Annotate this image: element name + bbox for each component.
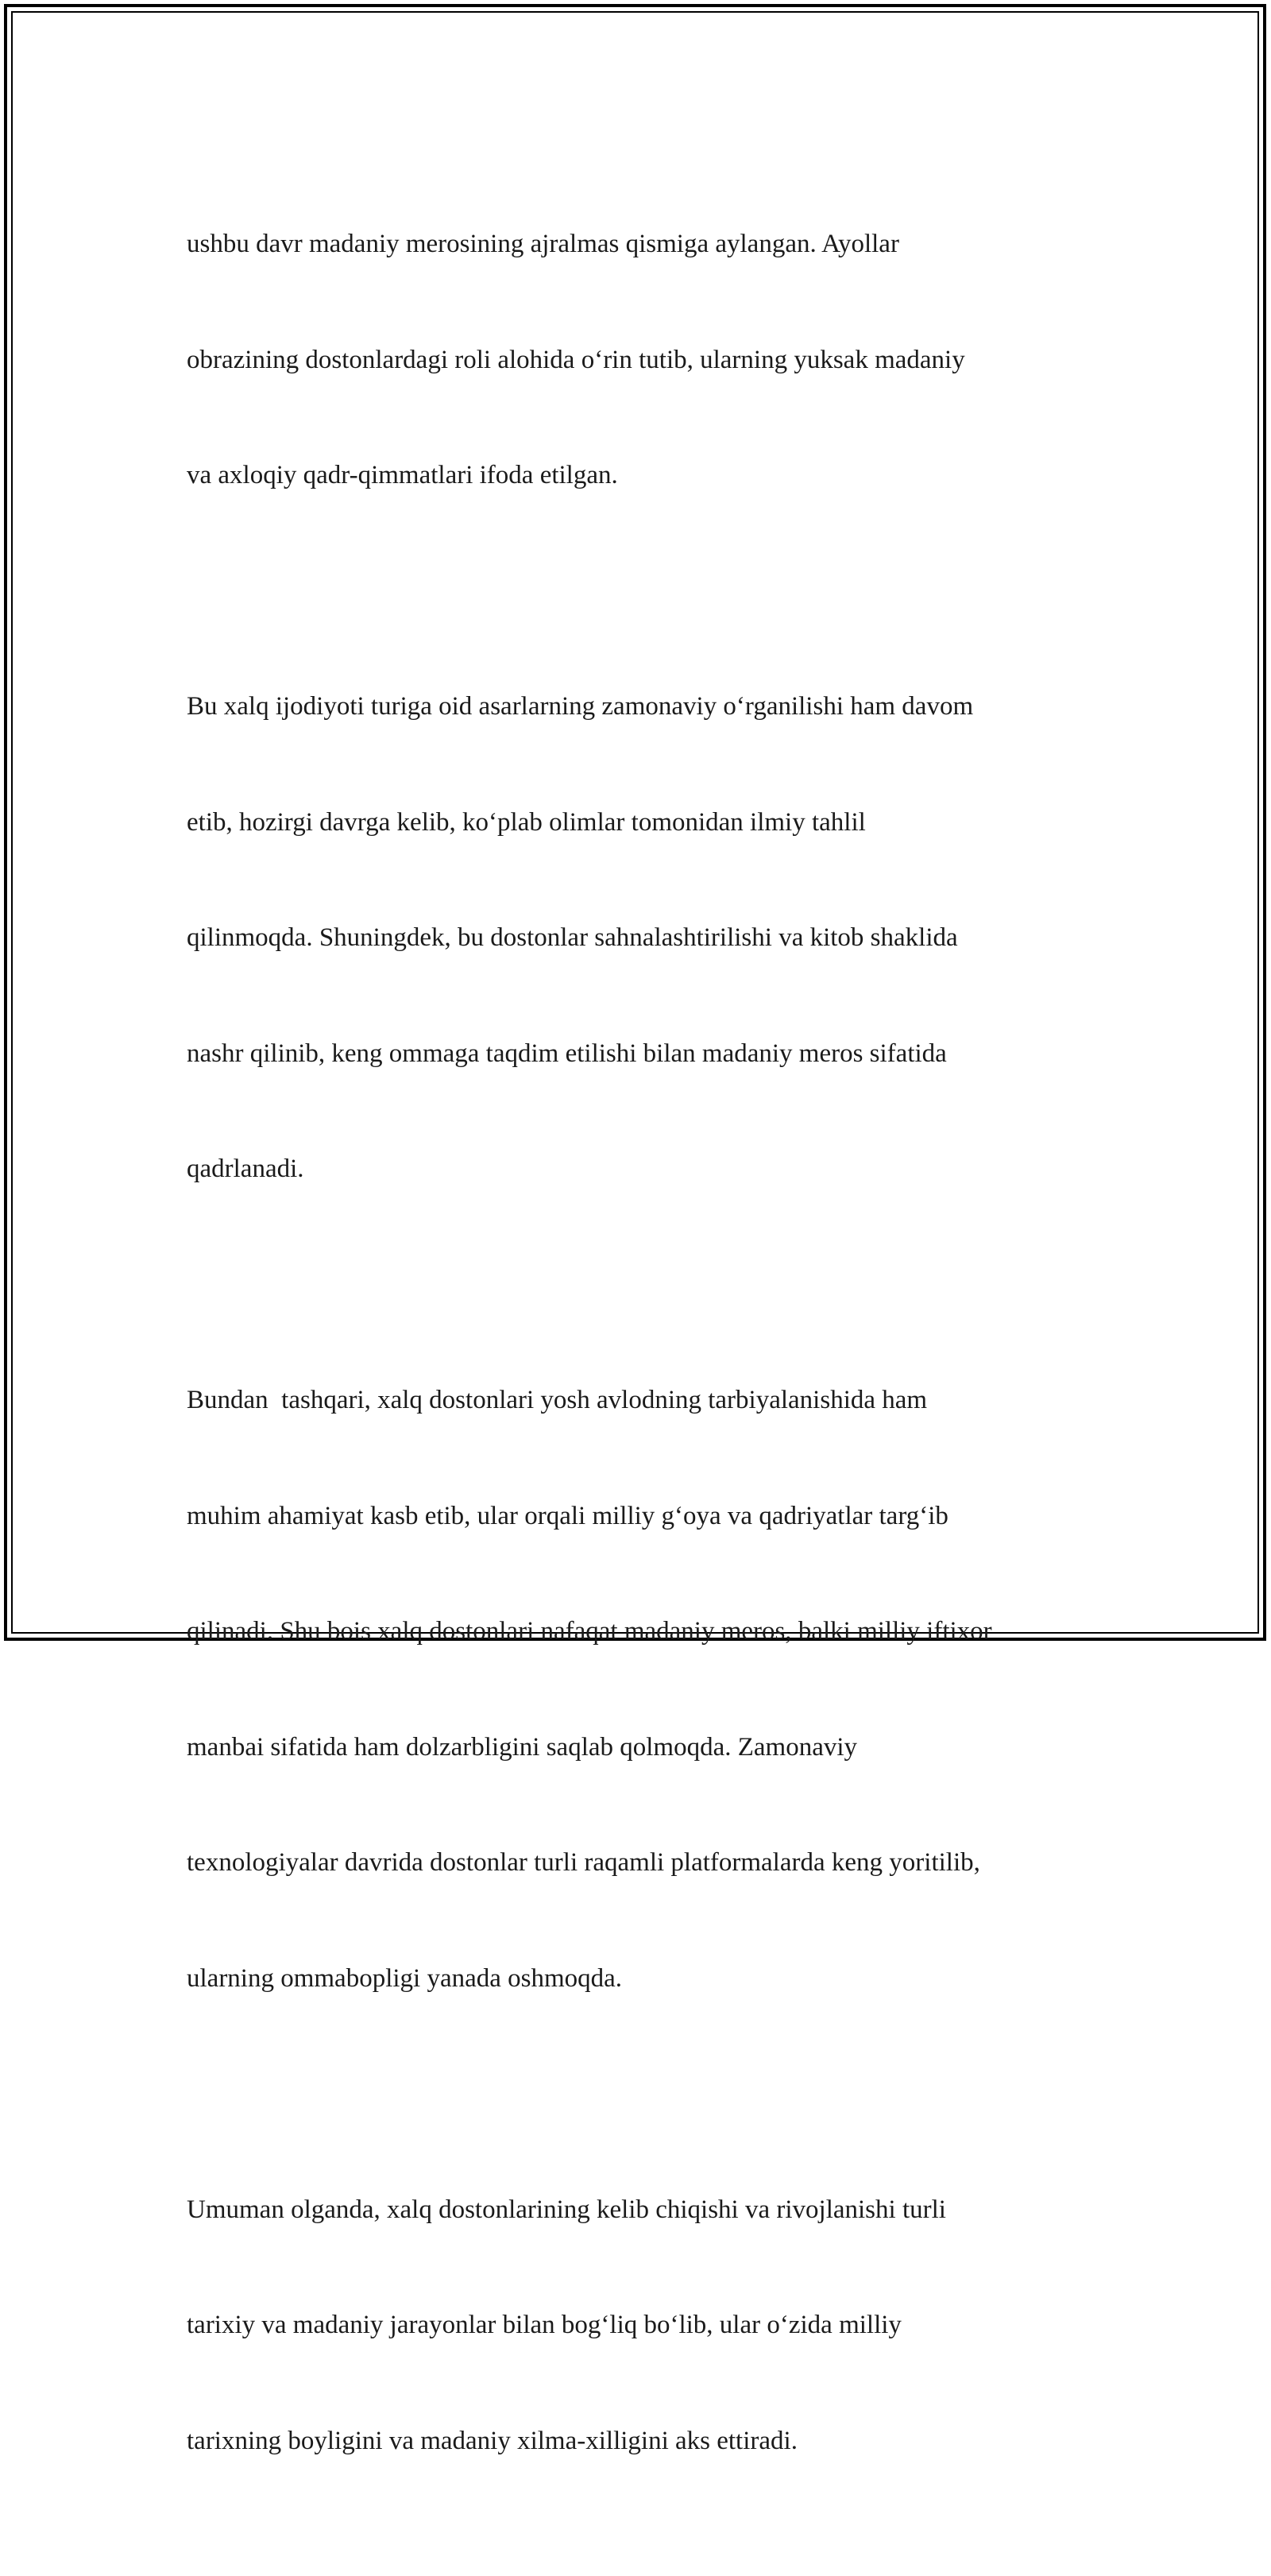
text-line: tarixning boyligini va madaniy xilma-xilligini aks ettiradi. <box>187 2426 798 2455</box>
text-line: qadrlanadi. <box>187 1155 304 1183</box>
text-line: qilinadi. Shu bois xalq dostonlari nafaqat madaniy meros, balki milliy iftixor <box>187 1617 992 1646</box>
text-line: texnologiyalar davrida dostonlar turli raqamli platformalarda keng yoritilib, <box>187 1848 980 1877</box>
text-line: manbai sifatida ham dolzarbligini saqlab qolmoqda. Zamonaviy <box>187 1732 858 1762</box>
text-line: ushbu davr madaniy merosining ajralmas qismiga aylangan. Ayollar <box>187 230 899 258</box>
paragraph-2 <box>187 610 1092 1266</box>
paragraph-3 <box>187 1304 1092 2075</box>
text-line: etib, hozirgi davrga kelib, ko‘plab olimlar tomonidan ilmiy tahlil <box>187 807 866 837</box>
text-line: qilinmoqda. Shuningdek, bu dostonlar sahnalashtirilishi va kitob shaklida <box>187 923 958 952</box>
text-line: ularning ommabopligi yanada oshmoqda. <box>187 1963 623 1993</box>
paragraph-1 <box>187 148 1092 572</box>
text-line: muhim ahamiyat kasb etib, ular orqali milliy g‘oya va qadriyatlar targ‘ib <box>187 1501 948 1530</box>
text-line: obrazining dostonlardagi roli alohida o‘rin tutib, ularning yuksak madaniy <box>187 345 965 374</box>
text-line: Umuman olganda, xalq dostonlarining kelib chiqishi va rivojlanishi turli <box>187 2195 946 2224</box>
text-line: tarixiy va madaniy jarayonlar bilan bog‘liq bo‘lib, ular o‘zida milliy <box>187 2311 902 2339</box>
text-line: va axloqiy qadr-qimmatlari ifoda etilgan. <box>187 461 618 489</box>
text-line: Bundan tashqari, xalq dostonlari yosh avlodning tarbiyalanishida ham <box>187 1386 928 1414</box>
paragraph-4 <box>187 2114 1092 2538</box>
text-line: nashr qilinib, keng ommaga taqdim etilishi bilan madaniy meros sifatida <box>187 1039 947 1068</box>
document-body <box>187 148 1092 2576</box>
text-line: Bu xalq ijodiyoti turiga oid asarlarning zamonaviy o‘rganilishi ham davom <box>187 692 974 721</box>
